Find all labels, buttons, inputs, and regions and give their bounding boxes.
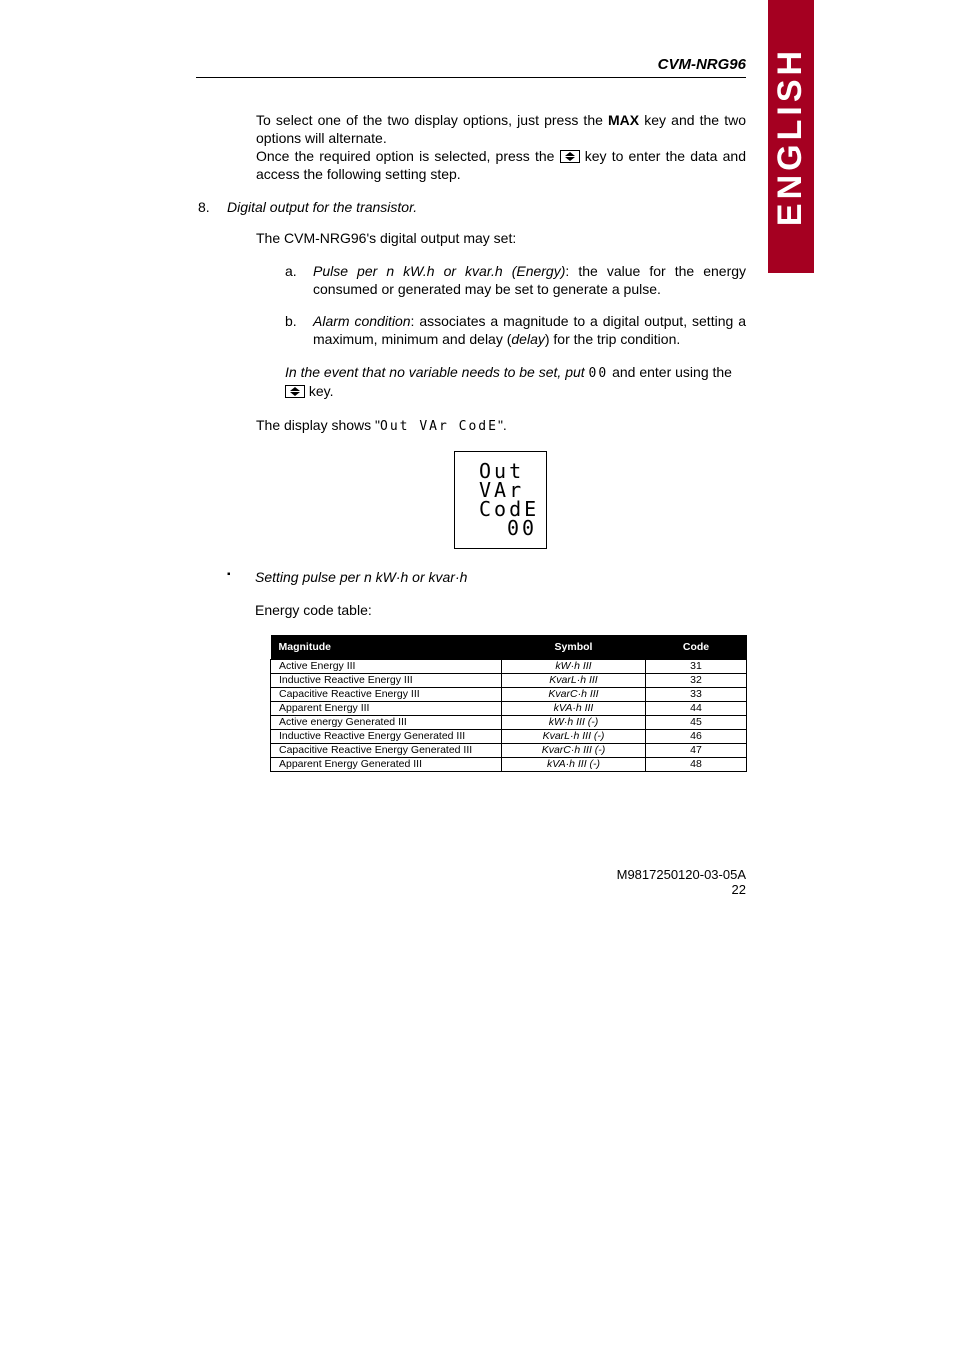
option-a-marker: a. — [285, 263, 297, 279]
intro-paragraph-2: Once the required option is selected, press the key to enter the data and access the following setting step. — [256, 148, 746, 182]
column-header-symbol: Symbol — [502, 635, 646, 660]
lcd-display — [454, 451, 547, 549]
display-code-text: Out VAr CodE — [380, 419, 498, 434]
no-variable-note: In the event that no variable needs to be set, put 00 and enter using the key. — [285, 364, 732, 399]
column-header-magnitude: Magnitude — [271, 635, 502, 660]
max-key-label: MAX — [608, 112, 640, 128]
code-cell: 32 — [646, 674, 747, 688]
symbol-cell: kVA·h III — [502, 702, 646, 716]
display-shows-text: The display shows "Out VAr CodE". — [256, 417, 507, 434]
magnitude-cell: Apparent Energy III — [271, 702, 502, 716]
lcd-line-1: Out — [479, 459, 525, 483]
language-tab-label: ENGLISH — [771, 46, 810, 227]
symbol-cell: kVA·h III (-) — [502, 758, 646, 772]
code-cell: 33 — [646, 688, 747, 702]
code-cell: 31 — [646, 660, 747, 674]
header-divider — [196, 77, 746, 78]
symbol-cell: KvarL·h III (-) — [502, 730, 646, 744]
table-row — [271, 688, 747, 702]
code-cell: 44 — [646, 702, 747, 716]
document-title: CVM-NRG96 — [657, 56, 746, 73]
table-row — [271, 758, 747, 772]
digital-output-intro: The CVM-NRG96's digital output may set: — [256, 230, 517, 246]
symbol-cell: KvarC·h III (-) — [502, 744, 646, 758]
symbol-cell: KvarL·h III — [502, 674, 646, 688]
code-cell: 46 — [646, 730, 747, 744]
magnitude-cell: Capacitive Reactive Energy III — [271, 688, 502, 702]
option-a-text: Pulse per n kW.h or kvar.h (Energy): the value for the energy consumed or generated may be set to generate a pulse. — [313, 263, 747, 297]
up-down-key-icon — [285, 385, 305, 398]
up-down-key-icon — [560, 150, 580, 163]
magnitude-cell: Apparent Energy Generated III — [271, 758, 502, 772]
code-cell: 47 — [646, 744, 747, 758]
magnitude-cell: Active energy Generated III — [271, 716, 502, 730]
code-cell: 45 — [646, 716, 747, 730]
table-header-row — [271, 635, 747, 660]
section-number: 8. — [198, 199, 210, 215]
code-cell: 48 — [646, 758, 747, 772]
magnitude-cell: Capacitive Reactive Energy Generated III — [271, 744, 502, 758]
magnitude-cell: Inductive Reactive Energy III — [271, 674, 502, 688]
table-row — [271, 730, 747, 744]
table-row — [271, 744, 747, 758]
table-row — [271, 660, 747, 674]
table-row — [271, 674, 747, 688]
table-row — [271, 716, 747, 730]
section-title: Digital output for the transistor. — [227, 199, 418, 215]
table-caption: Energy code table: — [255, 602, 372, 618]
language-tab — [768, 0, 814, 273]
magnitude-cell: Active Energy III — [271, 660, 502, 674]
display-code-00: 00 — [588, 366, 609, 381]
magnitude-cell: Inductive Reactive Energy Generated III — [271, 730, 502, 744]
bullet-marker: ▪ — [227, 569, 231, 580]
symbol-cell: kW·h III — [502, 660, 646, 674]
lcd-line-3: CodE — [479, 497, 540, 521]
document-code: M9817250120-03-05A — [616, 867, 746, 882]
option-b-text: Alarm condition: associates a magnitude to a digital output, setting a maximum, minimum and delay (delay) for the trip condition. — [313, 313, 746, 347]
intro-paragraph-1: To select one of the two display options, just press the MAX key and the two options will alternate. — [256, 112, 746, 146]
bullet-text: Setting pulse per n kW·h or kvar·h — [255, 569, 468, 585]
symbol-cell: KvarC·h III — [502, 688, 646, 702]
lcd-line-2: VAr — [479, 478, 525, 502]
column-header-code: Code — [646, 635, 747, 660]
page-number: 22 — [731, 882, 746, 897]
symbol-cell: kW·h III (-) — [502, 716, 646, 730]
lcd-line-4: 00 — [507, 516, 538, 540]
table-row — [271, 702, 747, 716]
option-b-marker: b. — [285, 313, 297, 329]
energy-code-table — [270, 635, 747, 772]
